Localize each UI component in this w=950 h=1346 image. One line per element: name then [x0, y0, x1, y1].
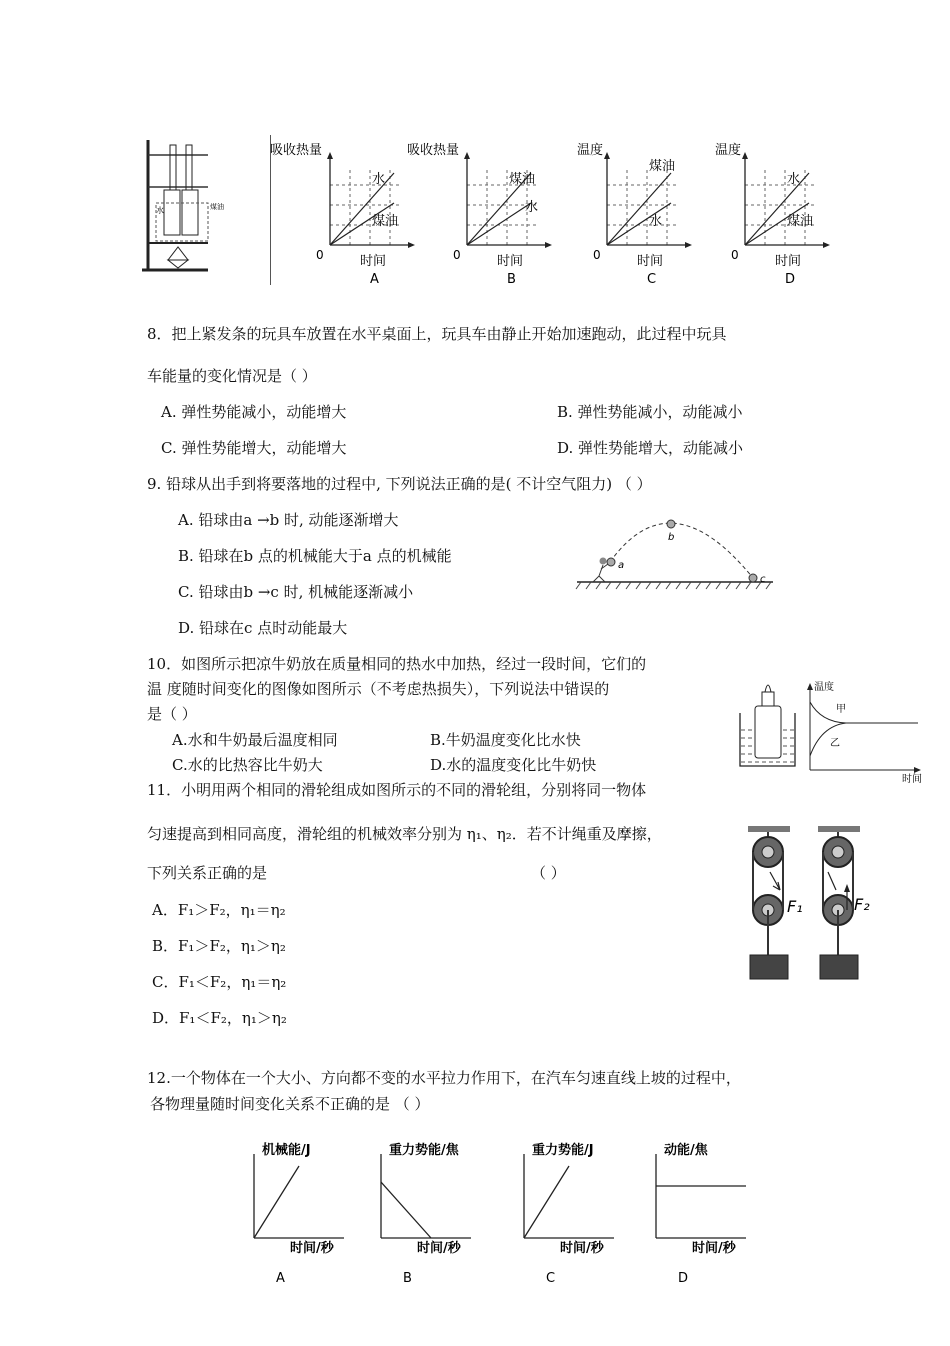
- q9-option-d: D. 铅球在c 点时动能最大: [178, 619, 348, 637]
- q11-option-a: A．F₁＞F₂，η₁＝η₂: [152, 901, 286, 919]
- q12-choice-letter: C: [546, 1271, 556, 1286]
- q7-lower-line-label: 煤油: [372, 214, 399, 229]
- q7-origin-label: 0: [316, 248, 324, 262]
- q12-graph-d: [650, 1140, 770, 1290]
- q7-graph-b: [405, 137, 555, 287]
- q7-upper-line-label: 煤油: [509, 172, 536, 187]
- force-f2-label: F₂: [854, 895, 870, 914]
- q8-option-c: C. 弹性势能增大，动能增大: [161, 439, 347, 457]
- q10-option-a: A.水和牛奶最后温度相同: [172, 731, 338, 749]
- q8-stem-line1: 8．把上紧发条的玩具车放置在水平桌面上，玩具车由静止开始加速跑动，此过程中玩具: [147, 325, 727, 343]
- q7-x-axis-label: 时间: [775, 254, 802, 269]
- temperature-curve-graph: [806, 680, 926, 785]
- q12-y-axis-label: 重力势能/焦: [389, 1143, 459, 1158]
- q12-graph-a: [248, 1140, 368, 1290]
- q7-lower-line-label: 煤油: [787, 214, 814, 229]
- q10-stem-line1: 10．如图所示把凉牛奶放在质量相同的热水中加热，经过一段时间，它们的: [147, 655, 647, 673]
- q10-stem-line3: 是（ ）: [147, 705, 197, 723]
- q8-option-d: D. 弹性势能增大，动能减小: [557, 439, 744, 457]
- q7-y-axis-label: 温度: [577, 143, 604, 158]
- q12-x-axis-label: 时间/秒: [692, 1241, 736, 1256]
- q7-origin-label: 0: [453, 248, 461, 262]
- q7-upper-line-label: 水: [787, 172, 801, 187]
- q12-y-axis-label: 重力势能/J: [532, 1143, 594, 1158]
- q8-option-a: A. 弹性势能减小，动能增大: [161, 403, 347, 421]
- q7-choice-letter: D: [785, 272, 796, 287]
- q11-option-d: D．F₁＜F₂，η₁＞η₂: [152, 1009, 287, 1027]
- shotput-trajectory-figure: [575, 512, 775, 592]
- q9-option-b: B. 铅球在b 点的机械能大于a 点的机械能: [178, 547, 452, 565]
- q12-y-axis-label: 机械能/J: [262, 1143, 311, 1158]
- q12-choice-letter: B: [403, 1271, 412, 1286]
- q10-option-d: D.水的温度变化比牛奶快: [430, 756, 597, 774]
- q7-choice-letter: A: [370, 272, 379, 287]
- q7-graph-c: [545, 137, 695, 287]
- q7-x-axis-label: 时间: [637, 254, 664, 269]
- q12-stem-line1: 12.一个物体在一个大小、方向都不变的水平拉力作用下，在汽车匀速直线上坡的过程中，: [147, 1069, 741, 1087]
- apparatus-water-label: 水: [156, 206, 164, 215]
- q7-upper-line-label: 煤油: [649, 159, 676, 174]
- q10-curve-yi-label: 乙: [830, 738, 840, 749]
- q11-option-b: B．F₁＞F₂，η₁＞η₂: [152, 937, 286, 955]
- point-c-label: c: [760, 574, 766, 585]
- q10-curve-jia-label: 甲: [836, 704, 846, 715]
- q11-stem-line1: 11．小明用两个相同的滑轮组成如图所示的不同的滑轮组，分别将同一物体: [147, 781, 647, 799]
- q9-option-c: C. 铅球由b →c 时, 机械能逐渐减小: [178, 583, 414, 601]
- q10-y-axis-label: 温度: [814, 682, 834, 693]
- q12-choice-letter: A: [276, 1271, 285, 1286]
- q7-graph-a: [268, 137, 418, 287]
- q11-option-c: C．F₁＜F₂，η₁＝η₂: [152, 973, 287, 991]
- q12-x-axis-label: 时间/秒: [417, 1241, 461, 1256]
- apparatus-kerosene-label: 煤油: [210, 203, 224, 211]
- q12-y-axis-label: 动能/焦: [664, 1143, 708, 1158]
- q7-lower-line-label: 水: [649, 214, 663, 229]
- point-b-label: b: [668, 532, 675, 543]
- q7-y-axis-label: 吸收热量: [407, 143, 460, 158]
- q12-choice-letter: D: [678, 1271, 689, 1286]
- q12-stem-line2: 各物理量随时间变化关系不正确的是 （ ）: [150, 1095, 430, 1113]
- q7-upper-line-label: 水: [372, 172, 386, 187]
- q7-graph-d: [683, 137, 833, 287]
- pulley-system-figure: [740, 820, 880, 985]
- q7-origin-label: 0: [593, 248, 601, 262]
- q7-choice-letter: B: [507, 272, 516, 287]
- q9-option-a: A. 铅球由a →b 时, 动能逐渐增大: [178, 511, 399, 529]
- q8-option-b: B. 弹性势能减小，动能减小: [557, 403, 743, 421]
- q7-x-axis-label: 时间: [497, 254, 524, 269]
- q7-y-axis-label: 温度: [715, 143, 742, 158]
- q12-x-axis-label: 时间/秒: [290, 1241, 334, 1256]
- force-f1-label: F₁: [787, 897, 803, 916]
- q9-stem: 9. 铅球从出手到将要落地的过程中, 下列说法正确的是( 不计空气阻力) （ ）: [147, 475, 652, 493]
- q11-answer-parens: （ ）: [531, 864, 566, 882]
- q10-option-b: B.牛奶温度变化比水快: [430, 731, 581, 749]
- q8-stem-line2: 车能量的变化情况是（ ）: [147, 367, 317, 385]
- q12-x-axis-label: 时间/秒: [560, 1241, 604, 1256]
- q10-option-c: C.水的比热容比牛奶大: [172, 756, 323, 774]
- q12-graph-b: [375, 1140, 495, 1290]
- q10-x-axis-label: 时间: [902, 774, 922, 785]
- q12-graph-c: [518, 1140, 638, 1290]
- q7-y-axis-label: 吸收热量: [270, 143, 323, 158]
- q11-stem-line2: 匀速提高到相同高度，滑轮组的机械效率分别为 η₁、η₂．若不计绳重及摩擦，: [147, 825, 662, 843]
- q7-lower-line-label: 水: [525, 200, 539, 215]
- milk-beaker-figure: [735, 678, 800, 773]
- q7-origin-label: 0: [731, 248, 739, 262]
- point-a-label: a: [618, 560, 625, 571]
- q10-stem-line2: 温 度随时间变化的图像如图所示（不考虑热损失），下列说法中错误的: [147, 680, 610, 698]
- q7-x-axis-label: 时间: [360, 254, 387, 269]
- heating-apparatus-figure: [138, 135, 224, 275]
- q7-choice-letter: C: [647, 272, 657, 287]
- q11-stem-line3: 下列关系正确的是: [147, 864, 268, 882]
